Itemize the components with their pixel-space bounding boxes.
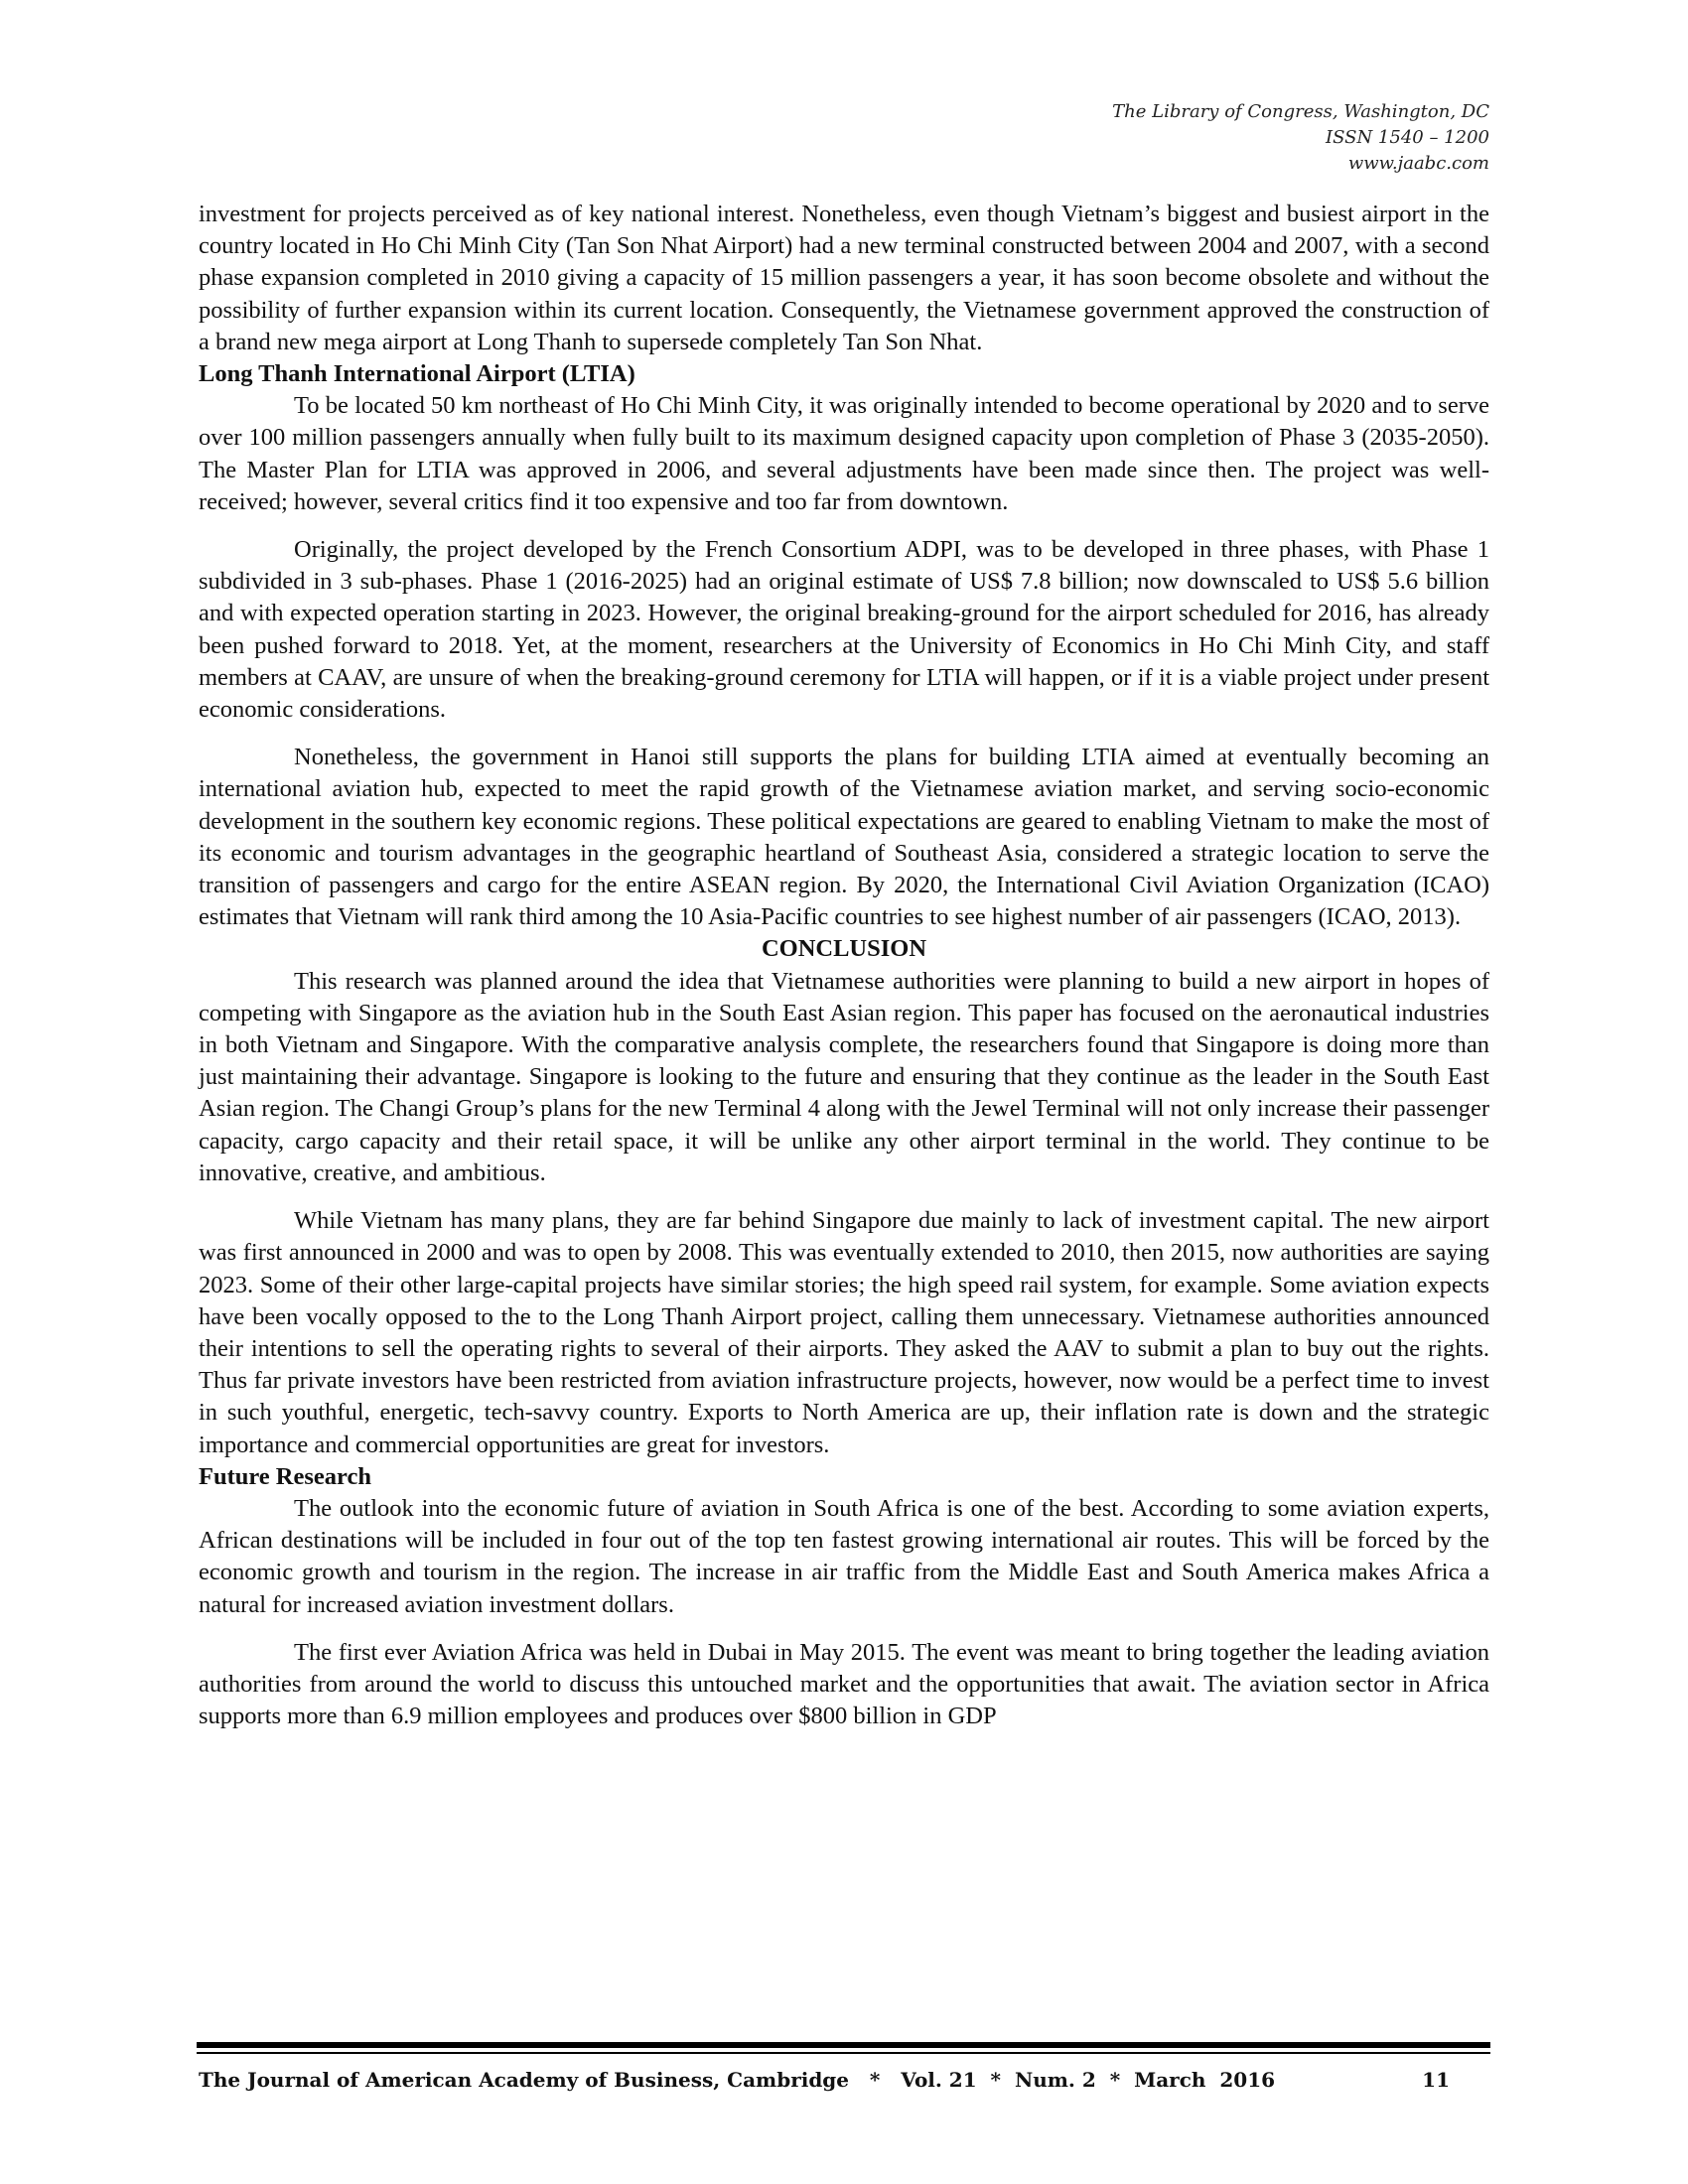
section-heading-future-research: Future Research (199, 1462, 371, 1490)
header-library-line: The Library of Congress, Washington, DC (1112, 101, 1489, 122)
footer-rule-thick (197, 2042, 1490, 2048)
header-issn-line: ISSN 1540 – 1200 (1326, 127, 1489, 148)
page-number: 11 (1422, 2068, 1450, 2092)
paragraph-ltia-1: To be located 50 km northeast of Ho Chi Minh City, it was originally intended to become operational by 2020 and to serve over 100 million passengers annually when fully built to its maximum designed capacity upon completion of Phase 3 (2035-2050). The Master Plan for LTIA was approved in 2006, and several adjustments have been made since then. The project was well-received; however, several critics find it too expensive and too far from downtown. (199, 392, 1489, 515)
footer-rule-thin (197, 2052, 1490, 2054)
section-heading-ltia: Long Thanh International Airport (LTIA) (199, 360, 635, 388)
paragraph-ltia-3: Nonetheless, the government in Hanoi still supports the plans for building LTIA aimed at eventually becoming an international aviation hub, expected to meet the rapid growth of the Vietnamese aviation market, and serving socio-economic development in the southern key economic regions. These political expectations are geared to enabling Vietnam to make the most of its economic and tourism advantages in the geographic heartland of Southeast Asia, considered a strategic location to serve the transition of passengers and cargo for the entire ASEAN region. By 2020, the International Civil Aviation Organization (ICAO) estimates that Vietnam will rank third among the 10 Asia-Pacific countries to see highest number of air passengers (ICAO, 2013). (199, 744, 1489, 931)
running-header (1112, 99, 1489, 177)
paragraph-future-2: The first ever Aviation Africa was held in Dubai in May 2015. The event was meant to bring together the leading aviation authorities from around the world to discuss this untouched market and the opportunities that await. The aviation sector in Africa supports more than 6.9 million employees and produces over $800 billion in GDP (199, 1638, 1489, 1730)
paragraph-conclusion-2: While Vietnam has many plans, they are far behind Singapore due mainly to lack of investment capital. The new airport was first announced in 2000 and was to open by 2008. This was eventually extended to 2010, then 2015, now authorities are saying 2023. Some of their other large-capital projects have similar stories; the high speed rail system, for example. Some aviation expects have been vocally opposed to the to the Long Thanh Airport project, calling them unnecessary. Vietnamese authorities announced their intentions to sell the operating rights to several of their airports. They asked the AAV to submit a plan to buy out the rights. Thus far private investors have been restricted from aviation infrastructure projects, however, now would be a perfect time to invest in such youthful, energetic, tech-savvy country. Exports to North America are up, their inflation rate is down and the strategic importance and commercial opportunities are great for investors. (199, 1207, 1489, 1458)
section-heading-conclusion: CONCLUSION (761, 935, 927, 963)
article-body (199, 199, 1489, 1732)
paragraph-ltia-2: Originally, the project developed by the French Consortium ADPI, was to be developed in three phases, with Phase 1 subdivided in 3 sub-phases. Phase 1 (2016-2025) had an original estimate of US$ 7.8 billion; now downscaled to US$ 5.6 billion and with expected operation starting in 2023. However, the original breaking-ground for the airport scheduled for 2016, has already been pushed forward to 2018. Yet, at the moment, researchers at the University of Economics in Ho Chi Minh City, and staff members at CAAV, are unsure of when the breaking-ground ceremony for LTIA will happen, or if it is a viable project under present economic considerations. (199, 536, 1489, 724)
paragraph-future-1: The outlook into the economic future of aviation in South Africa is one of the best. According to some aviation experts, African destinations will be included in four out of the top ten fastest growing international air routes. This will be forced by the economic growth and tourism in the region. The increase in air traffic from the Middle East and South America makes Africa a natural for increased aviation investment dollars. (199, 1494, 1489, 1618)
paragraph-conclusion-1: This research was planned around the idea that Vietnamese authorities were planning to build a new airport in hopes of competing with Singapore as the aviation hub in the South East Asian region. This paper has focused on the aeronautical industries in both Vietnam and Singapore. With the comparative analysis complete, the researchers found that Singapore is doing more than just maintaining their advantage. Singapore is looking to the future and ensuring that they continue as the leader in the South East Asian region. The Changi Group’s plans for the new Terminal 4 along with the Jewel Terminal will not only increase their passenger capacity, cargo capacity and their retail space, it will be unlike any other airport terminal in the world. They continue to be innovative, creative, and ambitious. (199, 967, 1489, 1186)
header-website-line: www.jaabc.com (1347, 153, 1489, 174)
paragraph-intro: investment for projects perceived as of key national interest. Nonetheless, even though Vietnam’s biggest and busiest airport in the country located in Ho Chi Minh City (Tan Son Nhat Airport) had a new terminal constructed between 2004 and 2007, with a second phase expansion completed in 2010 giving a capacity of 15 million passengers a year, it has soon become obsolete and without the possibility of further expansion within its current location. Consequently, the Vietnamese government approved the construction of a brand new mega airport at Long Thanh to supersede completely Tan Son Nhat. (199, 201, 1489, 355)
footer-journal-citation: The Journal of American Academy of Business, Cambridge * Vol. 21 * Num. 2 * March 2016 (199, 2068, 1276, 2092)
